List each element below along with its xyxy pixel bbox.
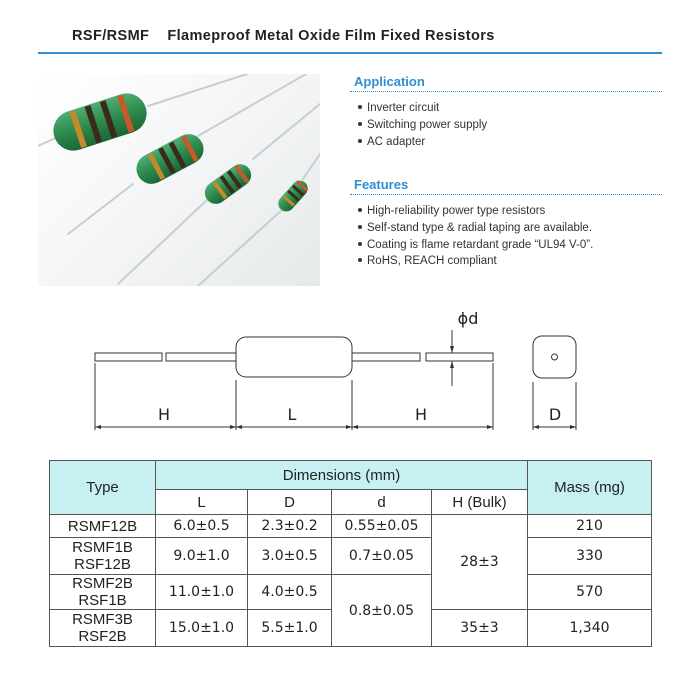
dimension-label-l: L [287,405,297,424]
l-cell: 15.0±1.0 [156,610,248,647]
product-photo [38,74,320,286]
features-heading: Features [354,177,409,192]
bullet-icon [358,139,362,143]
model-name: RSF/RSMF [72,28,150,44]
header-mass: Mass (mg) [528,461,652,515]
d-lead-merged-cell: 0.8±0.05 [332,575,432,647]
bullet-icon [358,242,362,246]
list-item: Self-stand type & radial taping are available. [358,220,593,237]
application-heading: Application [354,74,425,89]
resistor-photo-illustration [38,74,320,286]
product-title: Flameproof Metal Oxide Film Fixed Resistors [167,28,495,44]
right-lead-outer [426,353,493,361]
h-bulk-merged-cell: 28±3 [432,515,528,610]
header-dimensions: Dimensions (mm) [156,461,528,490]
mass-cell: 330 [528,538,652,575]
bullet-icon [358,105,362,109]
l-cell: 6.0±0.5 [156,515,248,538]
features-list [358,203,593,270]
type-cell: RSMF12B [50,515,156,538]
d-body-cell: 4.0±0.5 [248,575,332,610]
list-item: AC adapter [358,134,487,151]
dimension-label-h-left: H [157,405,171,424]
dimension-drawing [0,296,700,446]
header-d-lead: d [332,490,432,515]
list-item: Inverter circuit [358,100,487,117]
type-cell: RSMF1B RSF12B [50,538,156,575]
header-d-body: D [248,490,332,515]
header-h-bulk: H (Bulk) [432,490,528,515]
dimension-label-d: D [548,405,562,424]
page-title [72,28,495,44]
left-lead-inner [166,353,236,361]
list-item: Switching power supply [358,117,487,134]
dimension-label-phi-d: ϕd [457,309,479,328]
dimensions-table [49,460,652,647]
l-cell: 11.0±1.0 [156,575,248,610]
mass-cell: 1,340 [528,610,652,647]
dimension-label-h-right: H [414,405,428,424]
bullet-icon [358,122,362,126]
d-lead-cell: 0.55±0.05 [332,515,432,538]
table-row [50,515,652,538]
d-body-cell: 2.3±0.2 [248,515,332,538]
end-view-hole [552,354,558,360]
bullet-icon [358,208,362,212]
mass-cell: 570 [528,575,652,610]
right-lead-inner [352,353,420,361]
application-divider [350,91,662,92]
resistor-body [236,337,352,377]
bullet-icon [358,225,362,229]
list-item: RoHS, REACH compliant [358,253,593,270]
d-body-cell: 5.5±1.0 [248,610,332,647]
left-lead-outer [95,353,162,361]
type-cell: RSMF2B RSF1B [50,575,156,610]
application-list [358,100,487,150]
d-body-cell: 3.0±0.5 [248,538,332,575]
d-lead-cell: 0.7±0.05 [332,538,432,575]
l-cell: 9.0±1.0 [156,538,248,575]
list-item: Coating is flame retardant grade “UL94 V-0”. [358,237,593,254]
title-divider [38,52,662,54]
bullet-icon [358,258,362,262]
header-l: L [156,490,248,515]
header-type: Type [50,461,156,515]
mass-cell: 210 [528,515,652,538]
features-divider [350,194,662,195]
type-cell: RSMF3B RSF2B [50,610,156,647]
table-row [50,575,652,610]
table-row [50,538,652,575]
list-item: High-reliability power type resistors [358,203,593,220]
h-bulk-cell: 35±3 [432,610,528,647]
